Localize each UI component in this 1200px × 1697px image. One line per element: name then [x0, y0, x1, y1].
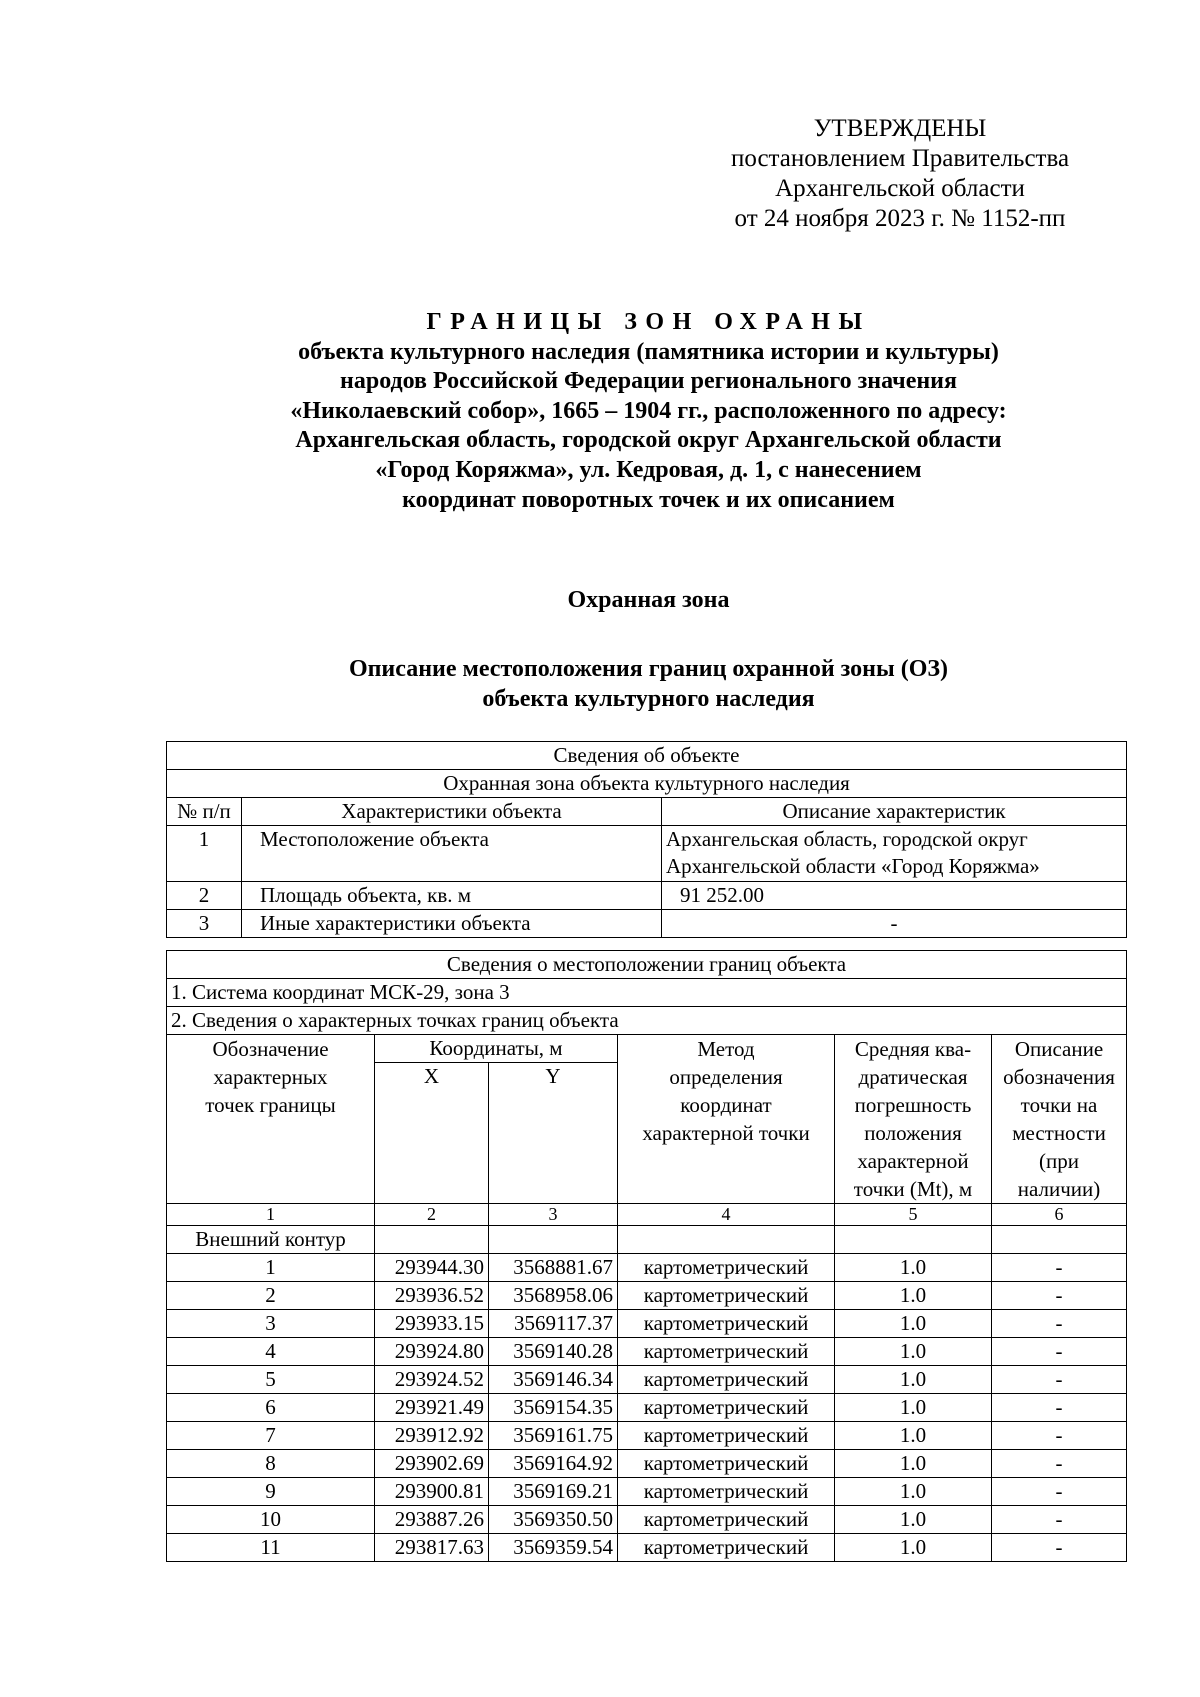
point-description: -	[992, 1254, 1127, 1282]
point-description: -	[992, 1534, 1127, 1562]
row-value: 91 252.00	[662, 882, 1127, 910]
method: картометрический	[618, 1506, 835, 1534]
coordinate-system: 1. Система координат МСК-29, зона 3	[167, 979, 1127, 1007]
empty-cell	[618, 1226, 835, 1254]
coordinate-y: 3569154.35	[489, 1394, 618, 1422]
header-coordinates: Координаты, м	[375, 1035, 618, 1063]
mean-square-error: 1.0	[835, 1534, 992, 1562]
point-description: -	[992, 1422, 1127, 1450]
row-value-line-2: Архангельской области «Город Коряжма»	[666, 854, 1040, 878]
column-number: 3	[489, 1204, 618, 1226]
point-number: 3	[167, 1310, 375, 1338]
coordinate-y: 3569161.75	[489, 1422, 618, 1450]
description-heading-line-2: объекта культурного наследия	[482, 686, 815, 712]
coordinate-y: 3569169.21	[489, 1478, 618, 1506]
header-point-designation	[167, 1035, 375, 1204]
method: картометрический	[618, 1478, 835, 1506]
coordinate-x: 293933.15	[375, 1310, 489, 1338]
coordinate-x: 293902.69	[375, 1450, 489, 1478]
header-line: характерных	[213, 1065, 328, 1089]
table-row	[167, 1366, 1127, 1394]
coordinate-x: 293900.81	[375, 1478, 489, 1506]
table-row	[167, 1534, 1127, 1562]
coordinate-x: 293912.92	[375, 1422, 489, 1450]
approval-line-1: УТВЕРЖДЕНЫ	[813, 115, 987, 142]
zone-heading: Охранная зона	[567, 587, 730, 613]
method: картометрический	[618, 1282, 835, 1310]
document-title	[166, 308, 1131, 515]
point-description: -	[992, 1394, 1127, 1422]
header-description: Описание характеристик	[662, 798, 1127, 826]
coordinate-y: 3569164.92	[489, 1450, 618, 1478]
point-description: -	[992, 1450, 1127, 1478]
point-description: -	[992, 1478, 1127, 1506]
header-line: Средняя ква-	[854, 1037, 972, 1061]
column-number: 5	[835, 1204, 992, 1226]
point-number: 6	[167, 1394, 375, 1422]
header-line: (при	[1039, 1149, 1079, 1173]
header-line: точки (Mt), м	[853, 1177, 973, 1201]
mean-square-error: 1.0	[835, 1450, 992, 1478]
coord-table-title: Сведения о местоположении границ объекта	[167, 951, 1127, 979]
object-info-table	[166, 741, 1127, 938]
row-value	[662, 826, 1127, 882]
mean-square-error: 1.0	[835, 1338, 992, 1366]
header-line: положения	[864, 1121, 962, 1145]
coordinate-y: 3569146.34	[489, 1366, 618, 1394]
row-name: Местоположение объекта	[242, 826, 662, 882]
point-description: -	[992, 1310, 1127, 1338]
method: картометрический	[618, 1366, 835, 1394]
header-line: точки на	[1020, 1093, 1098, 1117]
column-number: 2	[375, 1204, 489, 1226]
mean-square-error: 1.0	[835, 1254, 992, 1282]
empty-cell	[489, 1226, 618, 1254]
point-description: -	[992, 1366, 1127, 1394]
title-line: объекта культурного наследия (памятника истории и культуры)	[298, 338, 999, 365]
point-number: 11	[167, 1534, 375, 1562]
header-number: № п/п	[167, 798, 242, 826]
column-number: 1	[167, 1204, 375, 1226]
point-number: 9	[167, 1478, 375, 1506]
row-name: Площадь объекта, кв. м	[242, 882, 662, 910]
mean-square-error: 1.0	[835, 1394, 992, 1422]
coordinate-x: 293817.63	[375, 1534, 489, 1562]
header-x: X	[375, 1063, 489, 1204]
mean-square-error: 1.0	[835, 1282, 992, 1310]
method: картометрический	[618, 1310, 835, 1338]
description-heading-line-1: Описание местоположения границ охранной зоны (ОЗ)	[348, 656, 949, 682]
header-line: дратическая	[858, 1065, 968, 1089]
header-line: координат	[680, 1093, 772, 1117]
approval-line-4: от 24 ноября 2023 г. № 1152-пп	[734, 205, 1066, 232]
header-y: Y	[489, 1063, 618, 1204]
coordinate-y: 3569117.37	[489, 1310, 618, 1338]
coordinate-y: 3569140.28	[489, 1338, 618, 1366]
coordinate-x: 293944.30	[375, 1254, 489, 1282]
method: картометрический	[618, 1534, 835, 1562]
mean-square-error: 1.0	[835, 1310, 992, 1338]
title-main: ГРАНИЦЫ ЗОН ОХРАНЫ	[426, 309, 871, 335]
header-line: Описание	[1014, 1037, 1104, 1061]
empty-cell	[375, 1226, 489, 1254]
contour-label: Внешний контур	[167, 1226, 375, 1254]
method: картометрический	[618, 1394, 835, 1422]
table-row	[167, 1422, 1127, 1450]
header-error	[835, 1035, 992, 1204]
coordinate-y: 3569350.50	[489, 1506, 618, 1534]
header-line: местности	[1012, 1121, 1106, 1145]
title-line: Архангельская область, городской округ Архангельской области	[295, 427, 1002, 454]
point-number: 2	[167, 1282, 375, 1310]
coordinate-y: 3568881.67	[489, 1254, 618, 1282]
row-number: 2	[167, 882, 242, 910]
object-table-subtitle: Охранная зона объекта культурного наследия	[167, 770, 1127, 798]
coordinate-y: 3569359.54	[489, 1534, 618, 1562]
coordinate-x: 293936.52	[375, 1282, 489, 1310]
coordinate-rows	[167, 1254, 1127, 1562]
title-line: «Николаевский собор», 1665 – 1904 гг., расположенного по адресу:	[290, 397, 1007, 424]
table-row	[167, 1254, 1127, 1282]
title-line: координат поворотных точек и их описанием	[402, 486, 895, 513]
row-name: Иные характеристики объекта	[242, 910, 662, 938]
method: картометрический	[618, 1422, 835, 1450]
header-line: погрешность	[854, 1093, 972, 1117]
point-description: -	[992, 1282, 1127, 1310]
header-line: Метод	[697, 1037, 755, 1061]
header-point-description	[992, 1035, 1127, 1204]
point-number: 10	[167, 1506, 375, 1534]
table-row	[167, 1338, 1127, 1366]
point-number: 5	[167, 1366, 375, 1394]
coordinate-x: 293887.26	[375, 1506, 489, 1534]
table-row	[167, 1450, 1127, 1478]
coordinate-x: 293924.80	[375, 1338, 489, 1366]
title-line: народов Российской Федерации регионального значения	[340, 368, 957, 395]
column-number: 4	[618, 1204, 835, 1226]
table-row	[167, 1478, 1127, 1506]
row-number: 1	[167, 826, 242, 882]
point-number: 1	[167, 1254, 375, 1282]
mean-square-error: 1.0	[835, 1478, 992, 1506]
coordinate-x: 293921.49	[375, 1394, 489, 1422]
header-method	[618, 1035, 835, 1204]
method: картометрический	[618, 1450, 835, 1478]
point-number: 7	[167, 1422, 375, 1450]
method: картометрический	[618, 1338, 835, 1366]
empty-cell	[835, 1226, 992, 1254]
header-line: характерной	[857, 1149, 969, 1173]
description-heading	[166, 654, 1131, 714]
header-line: определения	[669, 1065, 783, 1089]
row-value: -	[662, 910, 1127, 938]
coordinates-table	[166, 950, 1127, 1562]
method: картометрический	[618, 1254, 835, 1282]
mean-square-error: 1.0	[835, 1366, 992, 1394]
header-line: Обозначение	[212, 1037, 329, 1061]
header-line: наличии)	[1017, 1177, 1101, 1201]
point-number: 8	[167, 1450, 375, 1478]
coordinate-y: 3568958.06	[489, 1282, 618, 1310]
point-number: 4	[167, 1338, 375, 1366]
header-line: точек границы	[205, 1093, 336, 1117]
table-row	[167, 1506, 1127, 1534]
mean-square-error: 1.0	[835, 1422, 992, 1450]
approval-line-3: Архангельской области	[775, 175, 1025, 202]
coordinate-x: 293924.52	[375, 1366, 489, 1394]
title-line: «Город Коряжма», ул. Кедровая, д. 1, с нанесением	[375, 456, 922, 483]
table-row	[167, 1282, 1127, 1310]
approval-stamp	[700, 114, 1100, 234]
object-table-title: Сведения об объекте	[167, 742, 1127, 770]
point-description: -	[992, 1338, 1127, 1366]
table-row	[167, 1394, 1127, 1422]
header-line: характерной точки	[642, 1121, 810, 1145]
row-value-line-1: Архангельская область, городской округ	[666, 827, 1028, 851]
column-number: 6	[992, 1204, 1127, 1226]
table-row	[167, 1310, 1127, 1338]
approval-line-2: постановлением Правительства	[730, 145, 1070, 172]
point-description: -	[992, 1506, 1127, 1534]
empty-cell	[992, 1226, 1127, 1254]
points-title: 2. Сведения о характерных точках границ объекта	[167, 1007, 1127, 1035]
mean-square-error: 1.0	[835, 1506, 992, 1534]
header-characteristics: Характеристики объекта	[242, 798, 662, 826]
header-line: обозначения	[1003, 1065, 1115, 1089]
row-number: 3	[167, 910, 242, 938]
